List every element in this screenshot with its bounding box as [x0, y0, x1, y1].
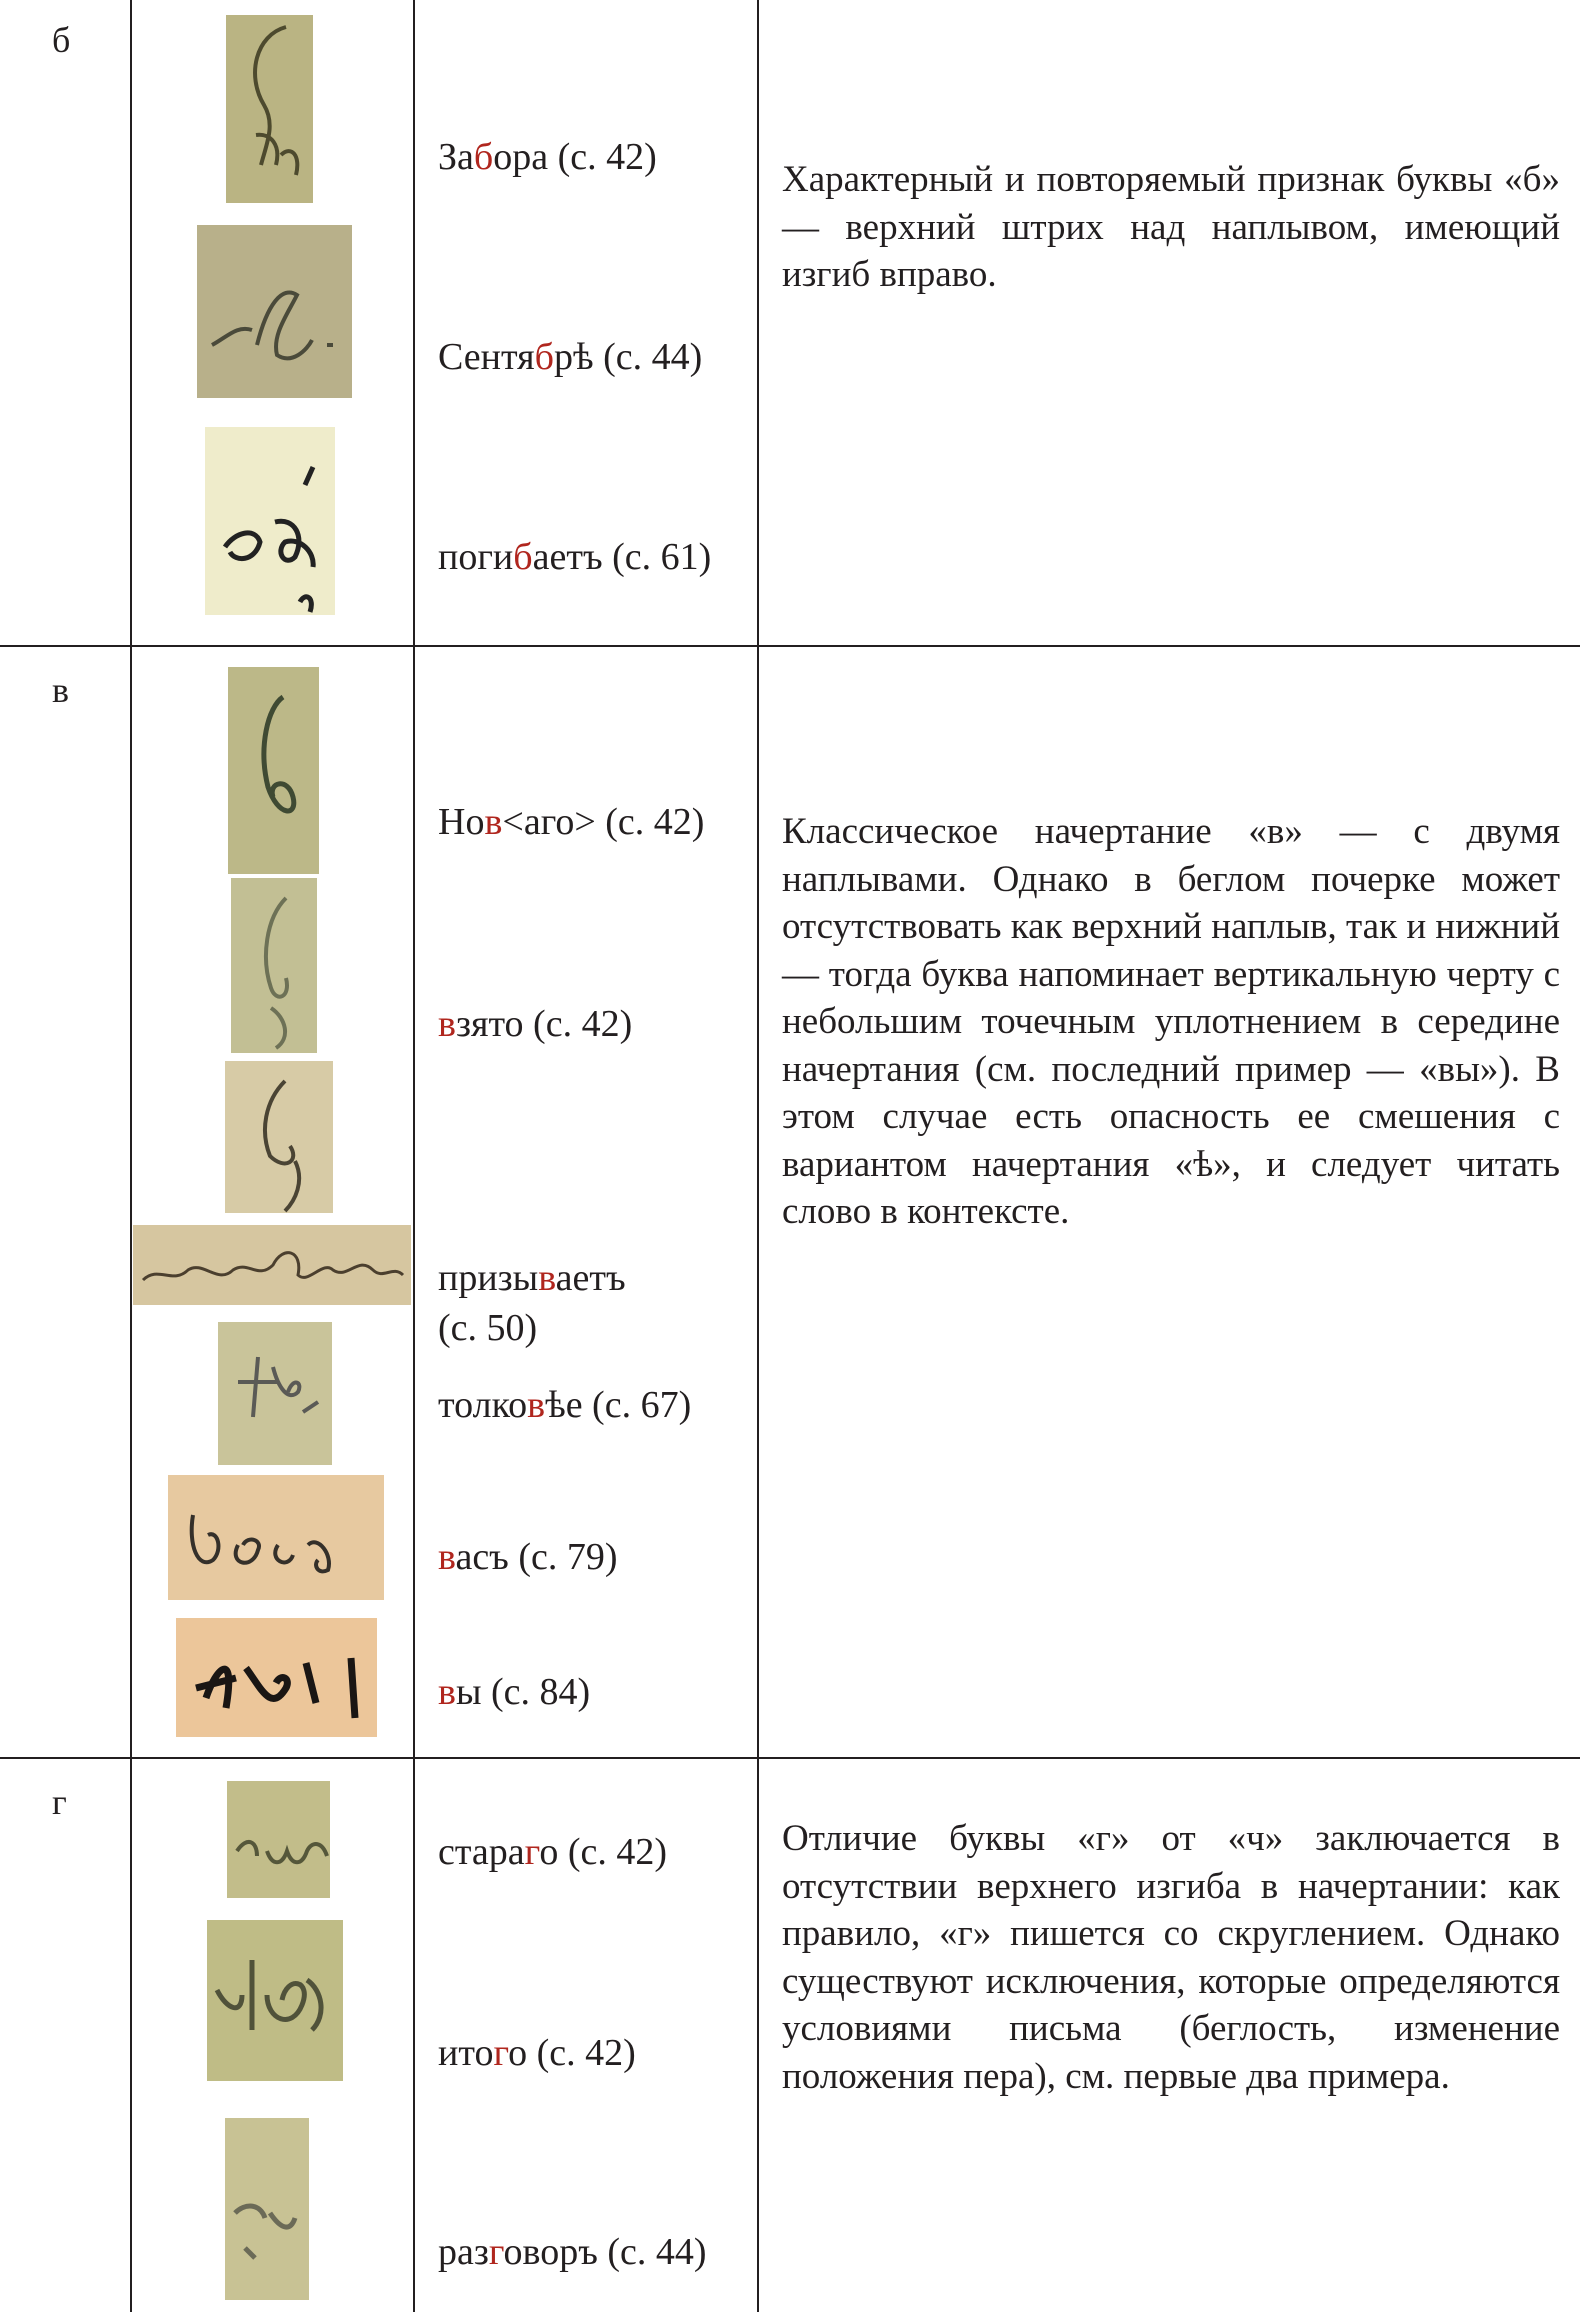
example-word: вы (с. 84)	[438, 1671, 591, 1713]
manuscript-image	[226, 15, 313, 203]
example-word: разговоръ (с. 44)	[438, 2231, 707, 2273]
row-divider	[0, 645, 1580, 647]
example-word: Сентябрѣ (с. 44)	[438, 336, 703, 378]
manuscript-image	[168, 1475, 384, 1600]
manuscript-image	[133, 1225, 411, 1305]
highlighted-letter: в	[538, 1257, 556, 1299]
example-word: итого (с. 42)	[438, 2032, 636, 2074]
manuscript-image	[225, 2118, 309, 2300]
highlighted-letter: г	[488, 2231, 504, 2273]
manuscript-image	[218, 1322, 332, 1465]
example-word: призываетъ (с. 50)	[438, 1257, 626, 1349]
highlighted-letter: б	[473, 136, 494, 178]
example-word: стараго (с. 42)	[438, 1831, 667, 1873]
highlighted-letter: в	[527, 1384, 546, 1426]
highlighted-letter: в	[484, 801, 503, 843]
manuscript-image	[225, 1061, 333, 1213]
manuscript-image	[176, 1618, 377, 1737]
example-word: васъ (с. 79)	[438, 1536, 618, 1578]
description-cell: Характерный и повторяемый признак буквы «б» — верхний штрих над наплывом, имеющий изгиб вправо.	[782, 159, 1560, 295]
example-word: Нов<аго> (с. 42)	[438, 801, 705, 843]
highlighted-letter: г	[493, 2032, 509, 2074]
table-border-left	[130, 0, 132, 2312]
letter-cell: б	[52, 20, 71, 60]
highlighted-letter: б	[513, 536, 533, 578]
highlighted-letter: б	[534, 336, 554, 378]
example-word: Забора (с. 42)	[438, 136, 657, 178]
table-border-right	[757, 0, 759, 2312]
example-word: погибаетъ (с. 61)	[438, 536, 712, 578]
table-border-middle	[413, 0, 415, 2312]
description-cell: Классическое начертание «в» — с двумя наплывами. Однако в беглом почерке может отсутствовать как верхний наплыв, так и нижний — тогда буква напоминает вертикальную черту с небольшим точечным уплотнением в середине начертания (см. последний пример — «вы»). В этом случае есть опасность ее смешения с вариантом начертания «ѣ», и следует читать слово в контексте.	[782, 811, 1560, 1232]
manuscript-image	[197, 225, 352, 398]
manuscript-image	[231, 878, 317, 1053]
description-cell: Отличие буквы «г» от «ч» заключается в отсутствии верхнего изгиба в начертании: как правило, «г» пишется со скруглением. Однако существуют исключения, которые определяются условиями письма (беглость, изменение положения пера), см. первые два примера.	[782, 1818, 1560, 2097]
manuscript-image	[205, 427, 335, 615]
highlighted-letter: в	[438, 1536, 456, 1578]
letter-cell: в	[52, 670, 69, 710]
highlighted-letter: в	[438, 1003, 456, 1045]
example-word: толковѣе (с. 67)	[438, 1384, 692, 1426]
manuscript-image	[228, 667, 319, 874]
row-divider	[0, 1757, 1580, 1759]
highlighted-letter: г	[524, 1831, 540, 1873]
manuscript-image	[207, 1920, 343, 2081]
example-word: взято (с. 42)	[438, 1003, 633, 1045]
manuscript-image	[227, 1781, 330, 1898]
highlighted-letter: в	[438, 1671, 456, 1713]
letter-cell: г	[52, 1782, 67, 1822]
